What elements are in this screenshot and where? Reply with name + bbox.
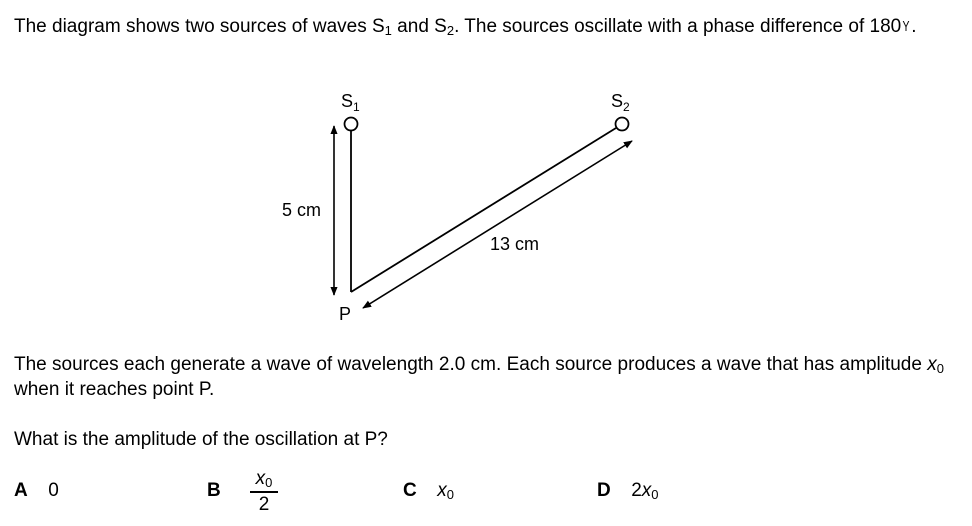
label-s2: $S_2$: [611, 91, 630, 114]
source-s2-circle: [616, 118, 629, 131]
option-b[interactable]: [207, 480, 221, 502]
option-b-letter: B: [207, 480, 221, 501]
option-a[interactable]: [14, 480, 59, 502]
label-p: P: [339, 304, 352, 324]
label-distance-5cm: 5 cm: [282, 200, 322, 220]
wave-info-text: The sources each generate a wave of wavelength 2.0 cm. Each source produces a wave that has amplitude $x_0$ when it reaches point P.: [14, 354, 944, 400]
path-p-to-s2: [351, 128, 616, 292]
label-distance-13cm: 13 cm: [490, 234, 540, 254]
option-b-fraction: $x_0$ 2: [248, 468, 280, 516]
intro-text: The diagram shows two sources of waves $S_1$ and $S_2$. The sources oscillate with a phase difference of 180 Y.: [14, 16, 917, 38]
option-d-text: $2x_0$: [631, 480, 659, 502]
option-c[interactable]: [403, 480, 454, 502]
option-a-text: 0: [48, 480, 59, 501]
option-a-letter: A: [14, 480, 28, 501]
degree-symbol: Y: [902, 18, 910, 35]
dimension-arrow-13cm: [363, 141, 632, 308]
question-text: What is the amplitude of the oscillation at P?: [14, 429, 388, 450]
label-s1: $S_1$: [341, 91, 360, 114]
source-s1-circle: [345, 118, 358, 131]
option-c-letter: C: [403, 480, 417, 501]
option-c-text: $x_0$: [437, 480, 454, 502]
option-d[interactable]: [597, 480, 659, 502]
option-d-letter: D: [597, 480, 611, 501]
